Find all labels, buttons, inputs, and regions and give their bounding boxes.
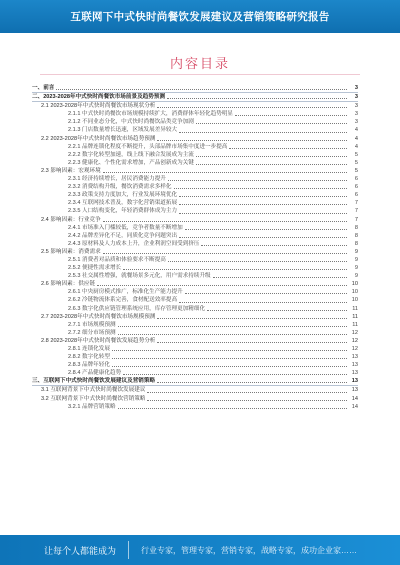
toc-dot-leader [207,309,347,311]
toc-entry[interactable] [32,143,358,151]
toc-dot-leader [112,365,347,367]
toc-dot-leader [196,163,347,165]
toc-entry-page: 12 [351,346,358,352]
toc-entry-page: 4 [354,135,358,142]
toc-entry-page: 5 [354,159,358,166]
toc-entry-text: 2.4 影响因素：行业竞争 [41,216,101,223]
toc-dot-leader [179,195,347,197]
toc-dot-leader [167,97,347,99]
toc-dot-leader [179,212,347,214]
footer-divider [128,541,129,559]
toc-entry[interactable] [32,305,358,313]
toc-entry-text: 2.8 2023-2028年中式快时尚餐饮发展趋势分析 [41,337,156,344]
toc-dot-leader [179,131,347,133]
toc-entry-text: 一、前言 [32,85,55,91]
toc-dot-leader [168,260,347,262]
toc-entry-text: 2.4.3 原材料及人力成本上升，企业利润空间受到挤压 [68,240,200,247]
toc-dot-leader [118,407,347,409]
toc-entry-page: 12 [351,337,358,344]
toc-entry[interactable] [32,167,358,175]
toc-entry-text: 2.8.1 连锁化发展 [68,346,110,352]
toc-entry-page: 11 [352,313,358,320]
toc-entry-text: 2.2.2 数字化转型加速，线上线下融合发展成为主流 [68,151,194,158]
toc-entry-text: 2.8.4 产品健康化趋势 [68,370,122,377]
toc-entry[interactable] [32,102,358,110]
toc-dot-leader [123,373,347,375]
footer-slogan-right: 行业专家，管理专家，营销专家，战略专家，成功企业家…… [141,545,358,555]
toc-entry-page: 6 [354,184,358,191]
toc-entry[interactable] [32,224,358,232]
toc-entry[interactable] [32,110,358,118]
toc-entry-text: 2.3.3 政策支持力度加大，行业发展环境优化 [68,192,178,199]
toc-entry-page: 9 [354,265,358,272]
toc-dot-leader [112,357,347,359]
toc-entry-text: 2.1 2023-2028年中式快时尚餐饮市场现状分析 [41,103,156,110]
toc-entry[interactable] [32,84,358,93]
toc-entry-text: 2.7 2023-2028年中式快时尚餐饮市场规模预测 [41,313,156,320]
toc-entry[interactable] [32,272,358,280]
toc-entry-text: 2.6.3 数字化供应链管理系统应用，库存管理更加精细化 [68,305,206,312]
toc-entry[interactable] [32,183,358,191]
toc-entry-page: 8 [354,240,358,247]
toc-entry-text: 2.5.1 消费者对品质和体验要求不断提高 [68,256,166,263]
toc-dot-leader [147,399,347,401]
toc-dot-leader [123,268,347,270]
toc-entry[interactable] [32,280,358,288]
toc-entry-text: 2.3.4 互联网技术普及，数字化营销渠道拓展 [68,200,178,207]
toc-entry-page: 9 [354,248,358,255]
toc-entry-page: 6 [354,176,358,183]
toc-entry-page: 10 [351,281,358,288]
toc-entry-text: 3.2 互联网背景下中式快时尚餐饮营销策略 [41,395,146,402]
header-bar [0,0,400,33]
toc-entry-page: 3 [354,111,358,118]
toc-dot-leader [157,341,347,343]
toc-entry[interactable] [32,248,358,256]
toc-entry[interactable] [32,126,358,134]
toc-entry-page: 4 [354,143,358,150]
toc-entry-page: 3 [354,119,358,126]
toc-entry-text: 2.3.1 经济持续增长，居民消费能力提升 [68,176,166,183]
toc-entry[interactable] [32,369,358,377]
toc-dot-leader [174,187,348,189]
toc-entry-page: 7 [354,200,358,207]
toc-entry-text: 2.1.2 不同业态分化，中式快时尚餐饮品类竞争加剧 [68,119,194,126]
toc-entry-page: 10 [351,297,358,304]
toc-entry[interactable] [32,232,358,240]
toc-entry[interactable] [32,313,358,321]
toc-entry-page: 3 [354,85,358,91]
toc-dot-leader [103,220,347,222]
toc-entry[interactable] [32,93,358,102]
toc-entry-page: 7 [354,216,358,223]
toc-dot-leader [157,381,347,383]
toc-entry-page: 4 [354,127,358,134]
toc-entry-text: 3.1 互联网背景下中式快时尚餐饮发展建议 [41,387,146,394]
toc-dot-leader [157,106,347,108]
toc-entry[interactable] [32,395,358,403]
toc-entry-page: 10 [351,289,358,296]
toc-dot-leader [185,292,347,294]
toc-dot-leader [201,244,347,246]
toc-entry[interactable] [32,216,358,224]
toc-entry-page: 3 [354,94,358,101]
toc-entry-page: 13 [351,354,358,361]
toc-entry[interactable] [32,353,358,361]
toc-dot-leader [235,114,347,116]
toc-dot-leader [179,301,347,303]
toc-entry[interactable] [32,386,358,394]
toc-entry[interactable] [32,337,358,345]
footer-slogan-left: 让每个人都能成为 [44,545,117,556]
toc-entry-page: 14 [351,395,358,402]
toc-entry-text: 2.8.2 数字化转型 [68,354,110,361]
report-title: 互联网下中式快时尚餐饮发展建议及营销策略研究报告 [70,11,330,23]
toc-entry-text: 2.2.1 品牌连锁化程度不断提升，头部品牌市场集中度进一步提高 [68,143,228,150]
toc-dot-leader [168,179,347,181]
toc-entry-text: 2.2 2023-2028年中式快时尚餐饮市场趋势预测 [41,135,156,142]
toc-dot-leader [118,333,347,335]
toc-entry-page: 14 [351,403,358,410]
toc-entry-text: 2.6.2 冷链物流体系完善，食材配送效率提高 [68,297,178,304]
toc-entry-page: 13 [351,387,358,394]
toc-entry[interactable] [32,175,358,183]
toc-dot-leader [157,317,347,319]
toc-dot-leader [179,236,347,238]
toc-entry[interactable] [32,361,358,369]
toc-entry[interactable] [32,329,358,337]
toc-entry-page: 13 [351,378,358,385]
toc-entry-text: 2.7.1 市场规模预测 [68,321,116,328]
toc-dot-leader [229,147,347,149]
toc-entry-page: 11 [352,305,358,312]
toc-entry[interactable] [32,199,358,207]
toc-dot-leader [103,171,347,173]
toc-dot-leader [196,155,347,157]
toc-entry-text: 2.7.2 细分市场预测 [68,329,116,336]
toc-entry-text: 2.3.2 消费结构升级，餐饮消费需求多样化 [68,184,172,191]
toc-entry-page: 13 [351,370,358,377]
toc-entry-text: 2.5.3 社交属性增强，就餐场景多元化，用户需求持续升级 [68,273,211,280]
toc-entry-text: 2.5 影响因素：消费需求 [41,248,101,255]
toc-entry[interactable] [32,377,358,386]
toc-dot-leader [103,252,347,254]
toc-entry[interactable] [32,296,358,304]
toc-entry[interactable] [32,207,358,215]
toc-entry-page: 7 [354,208,358,215]
toc-entry-page: 5 [354,151,358,158]
toc-entry-text: 2.3.5 人口结构变化，年轻消费群体成为主力 [68,208,178,215]
toc-dot-leader [97,284,347,286]
toc-entry-page: 9 [354,256,358,263]
toc-entry[interactable] [32,118,358,126]
toc-entry[interactable] [32,403,358,411]
toc-entry-text: 2.5.2 便捷性需求增长 [68,265,122,272]
toc-entry-page: 11 [352,321,358,328]
toc-entry-text: 三、互联网下中式快时尚餐饮发展建议及营销策略 [32,378,156,385]
toc-entry[interactable] [32,151,358,159]
toc-entry-page: 8 [354,232,358,239]
toc-entry-page: 8 [354,224,358,231]
toc-dot-leader [196,122,347,124]
toc-entry-page: 5 [354,167,358,174]
toc-dot-leader [213,276,347,278]
toc-entry-text: 2.6.1 中央厨房模式推广，标准化生产能力提升 [68,289,183,296]
toc-entry-text: 3.2.1 品牌营销策略 [68,403,116,410]
toc-heading-divider [40,74,360,75]
toc-dot-leader [179,203,347,205]
toc-dot-leader [56,88,347,90]
toc-entry-text: 2.2.3 健康化、个性化需求增加，产品创新成为关键 [68,159,194,166]
toc-entry-page: 9 [354,273,358,280]
toc-dot-leader [118,325,347,327]
footer-bar [0,535,400,565]
toc-dot-leader [185,228,347,230]
toc-dot-leader [147,391,347,393]
toc-entry[interactable] [32,321,358,329]
table-of-contents [32,84,358,411]
toc-entry[interactable] [32,159,358,167]
toc-entry-page: 3 [354,103,358,110]
toc-entry-text: 2.4.2 品牌差异化不足，同质化竞争问题突出 [68,232,178,239]
toc-entry[interactable] [32,345,358,353]
toc-entry[interactable] [32,264,358,272]
toc-entry[interactable] [32,191,358,199]
toc-entry-page: 12 [351,329,358,336]
toc-entry-text: 2.1.3 门店数量增长迅速，区域发展差异较大 [68,127,178,134]
toc-heading: 内容目录 [169,56,230,71]
toc-entry-text: 2.6 影响因素：供应链 [41,281,96,288]
toc-entry-page: 6 [354,192,358,199]
toc-entry[interactable] [32,256,358,264]
toc-entry[interactable] [32,288,358,296]
toc-dot-leader [112,349,347,351]
toc-entry[interactable] [32,240,358,248]
toc-entry-text: 2.1.1 中式快时尚餐饮市场规模持续扩大，消费群体年轻化趋势明显 [68,111,234,118]
toc-entry-page: 13 [351,362,358,369]
toc-entry-text: 2.4.1 市场准入门槛较低，竞争者数量不断增加 [68,224,183,231]
toc-entry-text: 2.8.3 品牌年轻化 [68,362,110,369]
toc-entry-text: 2.3 影响因素：宏观环境 [41,167,101,174]
toc-dot-leader [157,139,347,141]
toc-entry[interactable] [32,135,358,143]
toc-entry-text: 二、2023-2028年中式快时尚餐饮市场前景及趋势预测 [32,94,166,101]
